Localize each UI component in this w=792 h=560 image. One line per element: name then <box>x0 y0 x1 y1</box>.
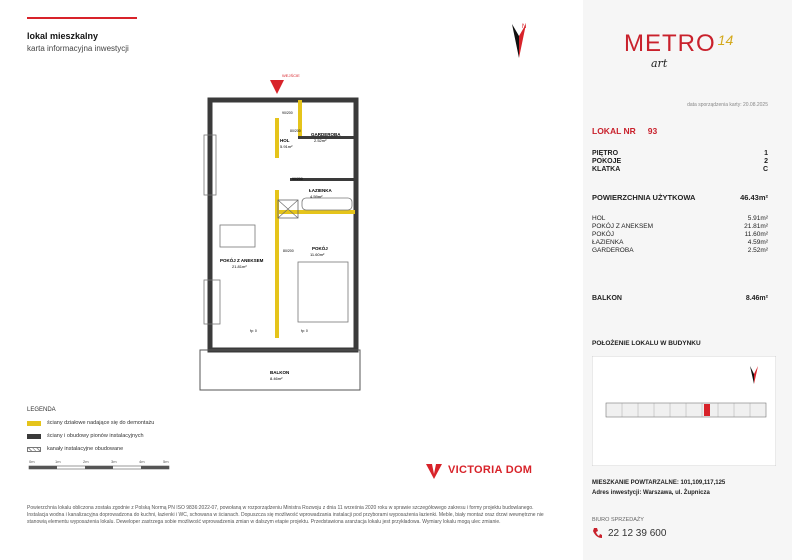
prop-row: POKOJE 2 <box>592 158 768 165</box>
location-title: POŁOŻENIE LOKALU W BUDYNKU <box>592 340 701 347</box>
floor-plan <box>190 70 370 400</box>
scale-mark: 2m <box>83 459 89 464</box>
phone-icon <box>592 527 602 539</box>
room-row: HOL 5.91m² <box>592 215 768 222</box>
balcony-row: BALKON 8.46m² <box>592 295 768 302</box>
scale-bar <box>27 458 177 474</box>
brand-logo-number: 14 <box>717 32 734 48</box>
room-area: 11.60m² <box>310 252 325 257</box>
door-note: fp: 0 <box>250 329 257 333</box>
prop-row: KLATKA C <box>592 166 768 173</box>
info-panel <box>583 0 792 560</box>
door-note: fp: 0 <box>301 329 308 333</box>
room-area: 4.59m² <box>310 194 323 199</box>
developer-logo <box>424 460 532 480</box>
room-area: 21.81m² <box>232 264 247 269</box>
entrance-label: WEJŚCIE <box>282 73 300 78</box>
entrance-arrow-icon <box>270 80 284 94</box>
svg-text:N: N <box>522 24 527 30</box>
scale-mark: 5m <box>163 459 169 464</box>
scale-mark: 4m <box>139 459 145 464</box>
sales-label: BIURO SPRZEDAŻY <box>592 517 644 523</box>
legend-swatch-dark <box>27 434 41 439</box>
brand-logo-text: METRO <box>624 30 716 57</box>
room-name: ŁAZIENKA <box>309 188 332 193</box>
area-row: POWIERZCHNIA UŻYTKOWA 46.43m² <box>592 193 768 202</box>
scale-mark: 3m <box>111 459 117 464</box>
room-name: GARDEROBA <box>311 132 341 137</box>
building-location-map <box>592 356 776 466</box>
page-title: lokal mieszkalny <box>27 31 99 41</box>
door-note: 80/200 <box>290 129 301 133</box>
brand-logo <box>624 30 733 58</box>
room-name: BALKON <box>270 370 290 375</box>
room-row: POKÓJ 11.60m² <box>592 231 768 238</box>
room-name: POKÓJ Z ANEKSEM <box>220 258 264 263</box>
room-row: POKÓJ Z ANEKSEM 21.81m² <box>592 223 768 230</box>
legend-label: ściany i obudowy pionów instalacyjnych <box>47 433 144 439</box>
sales-phone[interactable] <box>592 527 666 539</box>
legend-item <box>27 420 154 426</box>
scale-mark: 1m <box>55 459 61 464</box>
legend-label: ściany działowe nadające się do demontażu <box>47 420 155 426</box>
prop-row: PIĘTRO 1 <box>592 150 768 157</box>
legend-title: LEGENDA <box>27 407 56 413</box>
room-area: 5.91m² <box>280 144 293 149</box>
legend-label: kanały instalacyjne obudowane <box>47 446 124 452</box>
scale-mark: 0m <box>29 459 35 464</box>
victoria-logo-icon <box>424 460 444 480</box>
room-name: HOL <box>280 138 290 143</box>
room-row: GARDEROBA 2.52m² <box>592 247 768 254</box>
door-note: 90/200 <box>292 177 303 181</box>
flats-line: MIESZKANIE POWTARZALNE: 101,109,117,125 <box>592 480 726 486</box>
room-area: 2.52m² <box>314 138 327 143</box>
unit-marker <box>704 404 710 416</box>
unit-number-label: LOKAL NR <box>592 126 636 136</box>
door-note: 80/200 <box>283 249 294 253</box>
north-arrow-icon <box>508 20 530 60</box>
page-subtitle: karta informacyjna inwestycji <box>27 44 129 53</box>
door-note: 90/200 <box>282 111 293 115</box>
address-line: Adres inwestycji: Warszawa, ul. Żupnicza <box>592 490 710 496</box>
room-area: 8.46m² <box>270 376 283 381</box>
room-row: ŁAZIENKA 4.59m² <box>592 239 768 246</box>
brand-logo-suffix: art <box>651 57 668 70</box>
date-line: data sporządzenia karty: 20.08.2025 <box>687 102 768 108</box>
unit-number <box>592 126 657 136</box>
developer-name: VICTORIA DOM <box>448 464 533 476</box>
legend-item <box>27 446 123 452</box>
header-accent-bar <box>27 17 137 19</box>
legend-swatch-yellow <box>27 421 41 426</box>
legend-swatch-hatched <box>27 447 41 452</box>
footnote: Powierzchnia lokalu obliczona została zgodnie z Polską Normą PN ISO 9836:2022-07, powołaną w rozporządzeniu Ministra Rozwoju z dnia 11 września 2020 roku w sprawie szczegółowego zakresu i formy projektu budowlanego. Instalacja wodna i kanalizacyjna doprowadzona do kuchni, łazienki i WC, schowana w ścianach. Dopuszcza się możliwość wprowadzania instalacji pod przyborami wyposażenia łazienki. Meble, biały montaż oraz drzwi wewnętrzne nie stanowią elementu wyposażenia lokalu. Deweloper zastrzega sobie możliwość wprowadzenia zmian w dalszym etapie projektu. Przedstawiona aranżacja lokalu jest przykładowa. Wymiary lokalu mogą ulec zmianie. <box>27 505 544 525</box>
room-name: POKÓJ <box>312 246 328 251</box>
legend-item <box>27 433 144 439</box>
sales-phone-number: 22 12 39 600 <box>608 527 667 539</box>
unit-number-value: 93 <box>647 126 658 136</box>
